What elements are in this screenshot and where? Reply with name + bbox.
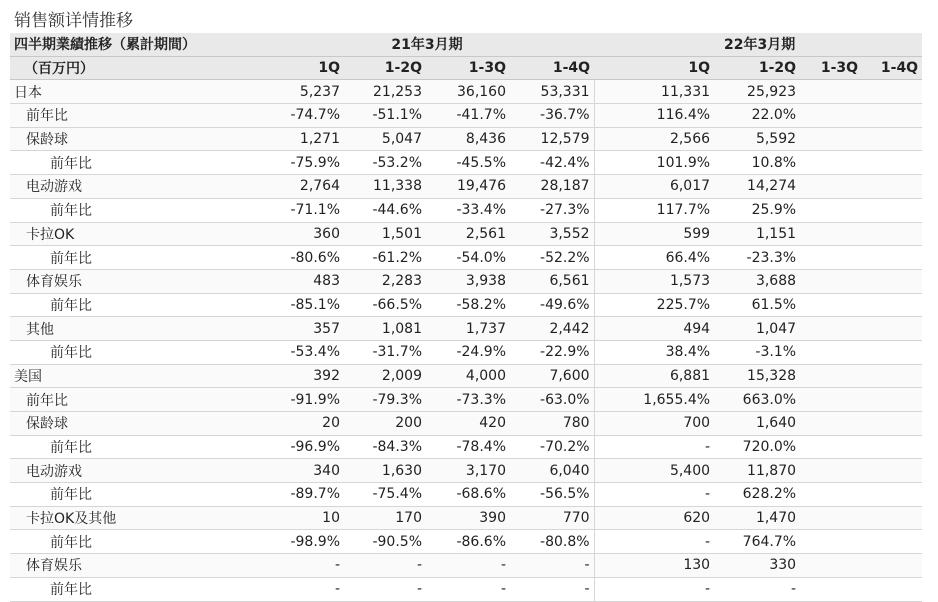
table-cell: 6,561: [510, 269, 594, 293]
table-cell: 599: [594, 222, 714, 246]
table-row: [10, 459, 922, 483]
table-cell: 1,655.4%: [594, 388, 714, 412]
table-cell: -: [426, 554, 510, 578]
table-cell: 357: [260, 317, 344, 341]
table-cell: [862, 175, 922, 199]
table-cell: 225.7%: [594, 293, 714, 317]
table-cell: 6,017: [594, 175, 714, 199]
table-cell: 6,881: [594, 364, 714, 388]
table-cell: [862, 80, 922, 104]
table-row: [10, 127, 922, 151]
table-cell: 19,476: [426, 175, 510, 199]
row-label: 前年比: [10, 435, 260, 459]
table-cell: -: [344, 554, 426, 578]
table-cell: [800, 246, 862, 270]
table-cell: 2,561: [426, 222, 510, 246]
table-cell: -63.0%: [510, 388, 594, 412]
table-cell: [862, 435, 922, 459]
row-label: 前年比: [10, 577, 260, 601]
row-label: 电动游戏: [10, 459, 260, 483]
table-cell: 130: [594, 554, 714, 578]
table-cell: 10.8%: [714, 151, 800, 175]
table-cell: 4,000: [426, 364, 510, 388]
table-cell: 61.5%: [714, 293, 800, 317]
table-cell: [862, 483, 922, 507]
table-cell: [800, 198, 862, 222]
table-cell: -56.5%: [510, 483, 594, 507]
row-label: 美国: [10, 364, 260, 388]
table-cell: -54.0%: [426, 246, 510, 270]
header-unit-label: （百万円）: [10, 56, 260, 80]
table-cell: -: [260, 554, 344, 578]
table-cell: [862, 459, 922, 483]
row-label: 其他: [10, 317, 260, 341]
row-label: 日本: [10, 80, 260, 104]
table-cell: 200: [344, 412, 426, 436]
row-label: 卡拉OK及其他: [10, 506, 260, 530]
table-cell: -73.3%: [426, 388, 510, 412]
table-cell: 25.9%: [714, 198, 800, 222]
header-period-label: 四半期業績推移（累計期間）: [10, 33, 260, 56]
table-cell: 628.2%: [714, 483, 800, 507]
table-cell: 7,600: [510, 364, 594, 388]
table-cell: -58.2%: [426, 293, 510, 317]
row-label: 前年比: [10, 483, 260, 507]
table-row: [10, 435, 922, 459]
page-title: 销售额详情推移: [14, 11, 133, 31]
table-cell: 764.7%: [714, 530, 800, 554]
table-cell: 12,579: [510, 127, 594, 151]
table-cell: -53.4%: [260, 340, 344, 364]
table-cell: -36.7%: [510, 104, 594, 128]
table-cell: 5,400: [594, 459, 714, 483]
table-cell: -90.5%: [344, 530, 426, 554]
table-cell: [862, 340, 922, 364]
table-cell: [800, 412, 862, 436]
table-cell: 720.0%: [714, 435, 800, 459]
table-row: [10, 530, 922, 554]
table-cell: 770: [510, 506, 594, 530]
table-cell: -: [594, 483, 714, 507]
table-cell: -: [510, 577, 594, 601]
row-label: 前年比: [10, 151, 260, 175]
table-cell: -: [260, 577, 344, 601]
table-cell: -68.6%: [426, 483, 510, 507]
table-cell: [862, 293, 922, 317]
table-cell: [800, 317, 862, 341]
row-label: 前年比: [10, 530, 260, 554]
table-cell: 170: [344, 506, 426, 530]
table-cell: 1,271: [260, 127, 344, 151]
row-label: 前年比: [10, 246, 260, 270]
table-cell: 22.0%: [714, 104, 800, 128]
row-label: 前年比: [10, 104, 260, 128]
table-cell: [862, 530, 922, 554]
table-row: [10, 577, 922, 601]
row-label: 前年比: [10, 388, 260, 412]
table-cell: 1,501: [344, 222, 426, 246]
table-cell: [800, 293, 862, 317]
table-cell: -44.6%: [344, 198, 426, 222]
table-cell: 700: [594, 412, 714, 436]
table-cell: [800, 269, 862, 293]
table-cell: 2,442: [510, 317, 594, 341]
table-cell: [800, 80, 862, 104]
table-cell: 36,160: [426, 80, 510, 104]
table-cell: [800, 175, 862, 199]
table-cell: -: [594, 530, 714, 554]
table-cell: [800, 104, 862, 128]
table-cell: 8,436: [426, 127, 510, 151]
table-row: [10, 340, 922, 364]
table-cell: 390: [426, 506, 510, 530]
column-header: 1Q: [594, 56, 714, 80]
table-cell: 5,592: [714, 127, 800, 151]
column-header: 1-2Q: [344, 56, 426, 80]
table-row: [10, 198, 922, 222]
table-cell: -80.8%: [510, 530, 594, 554]
table-cell: -: [510, 554, 594, 578]
table-cell: [800, 222, 862, 246]
table-cell: -: [594, 577, 714, 601]
table-row: [10, 293, 922, 317]
column-header: 1-2Q: [714, 56, 800, 80]
table-cell: -74.7%: [260, 104, 344, 128]
table-cell: [862, 577, 922, 601]
table-cell: -86.6%: [426, 530, 510, 554]
table-cell: 11,338: [344, 175, 426, 199]
table-cell: -66.5%: [344, 293, 426, 317]
table-cell: -70.2%: [510, 435, 594, 459]
table-cell: 116.4%: [594, 104, 714, 128]
table-cell: 15,328: [714, 364, 800, 388]
table-cell: -53.2%: [344, 151, 426, 175]
table-cell: 2,566: [594, 127, 714, 151]
table-cell: [800, 151, 862, 175]
table-cell: 53,331: [510, 80, 594, 104]
table-cell: 1,573: [594, 269, 714, 293]
table-row: [10, 506, 922, 530]
table-cell: [800, 483, 862, 507]
table-cell: 392: [260, 364, 344, 388]
header-year-21: 21年3月期: [260, 33, 594, 56]
table-cell: -80.6%: [260, 246, 344, 270]
table-cell: 11,331: [594, 80, 714, 104]
table-cell: -24.9%: [426, 340, 510, 364]
row-label: 体育娱乐: [10, 269, 260, 293]
table-cell: -42.4%: [510, 151, 594, 175]
column-header: 1-4Q: [862, 56, 922, 80]
table-cell: -71.1%: [260, 198, 344, 222]
table-cell: 3,170: [426, 459, 510, 483]
table-cell: 25,923: [714, 80, 800, 104]
table-cell: [862, 388, 922, 412]
table-cell: -79.3%: [344, 388, 426, 412]
table-cell: [800, 340, 862, 364]
table-cell: [800, 388, 862, 412]
table-cell: -91.9%: [260, 388, 344, 412]
row-label: 前年比: [10, 340, 260, 364]
table-cell: -49.6%: [510, 293, 594, 317]
table-cell: [862, 198, 922, 222]
table-cell: -52.2%: [510, 246, 594, 270]
table-cell: 28,187: [510, 175, 594, 199]
table-cell: [862, 127, 922, 151]
table-cell: [862, 222, 922, 246]
table-row: [10, 222, 922, 246]
table-cell: 2,283: [344, 269, 426, 293]
table-cell: -45.5%: [426, 151, 510, 175]
table-cell: 494: [594, 317, 714, 341]
header-row-columns: [10, 56, 922, 80]
table-cell: [800, 127, 862, 151]
table-cell: [862, 104, 922, 128]
header-row-period: [10, 33, 922, 56]
table-cell: 3,938: [426, 269, 510, 293]
row-label: 电动游戏: [10, 175, 260, 199]
table-cell: 14,274: [714, 175, 800, 199]
table-cell: -84.3%: [344, 435, 426, 459]
table-cell: -: [714, 577, 800, 601]
table-cell: -31.7%: [344, 340, 426, 364]
table-cell: 780: [510, 412, 594, 436]
table-cell: 11,870: [714, 459, 800, 483]
row-label: 体育娱乐: [10, 554, 260, 578]
table-cell: [862, 554, 922, 578]
table-row: [10, 388, 922, 412]
header-year-22: 22年3月期: [594, 33, 922, 56]
table-cell: [862, 412, 922, 436]
table-cell: 101.9%: [594, 151, 714, 175]
table-cell: -3.1%: [714, 340, 800, 364]
table-cell: -: [426, 577, 510, 601]
table-row: [10, 246, 922, 270]
column-header: 1Q: [260, 56, 344, 80]
table-cell: -78.4%: [426, 435, 510, 459]
table-row: [10, 80, 922, 104]
table-cell: [862, 151, 922, 175]
table-cell: -23.3%: [714, 246, 800, 270]
sales-table: [10, 33, 922, 602]
table-cell: [800, 530, 862, 554]
table-cell: 5,047: [344, 127, 426, 151]
row-label: 前年比: [10, 293, 260, 317]
table-cell: [862, 246, 922, 270]
table-cell: -33.4%: [426, 198, 510, 222]
column-header: 1-3Q: [426, 56, 510, 80]
table-cell: 483: [260, 269, 344, 293]
row-label: 前年比: [10, 198, 260, 222]
column-header: 1-4Q: [510, 56, 594, 80]
table-cell: 420: [426, 412, 510, 436]
table-cell: 1,470: [714, 506, 800, 530]
column-header: 1-3Q: [800, 56, 862, 80]
table-row: [10, 412, 922, 436]
table-cell: 2,009: [344, 364, 426, 388]
table-cell: 38.4%: [594, 340, 714, 364]
table-cell: 620: [594, 506, 714, 530]
row-label: 卡拉OK: [10, 222, 260, 246]
table-cell: -22.9%: [510, 340, 594, 364]
table-row: [10, 317, 922, 341]
table-cell: [800, 459, 862, 483]
table-cell: 2,764: [260, 175, 344, 199]
table-cell: 66.4%: [594, 246, 714, 270]
row-label: 保龄球: [10, 127, 260, 151]
table-cell: -75.9%: [260, 151, 344, 175]
table-cell: -51.1%: [344, 104, 426, 128]
table-cell: -98.9%: [260, 530, 344, 554]
table-cell: 1,630: [344, 459, 426, 483]
table-cell: 3,552: [510, 222, 594, 246]
table-row: [10, 269, 922, 293]
table-cell: 10: [260, 506, 344, 530]
table-cell: [800, 554, 862, 578]
table-cell: [800, 364, 862, 388]
table-row: [10, 104, 922, 128]
table-cell: -89.7%: [260, 483, 344, 507]
table-cell: 1,640: [714, 412, 800, 436]
table-row: [10, 554, 922, 578]
table-cell: -27.3%: [510, 198, 594, 222]
row-label: 保龄球: [10, 412, 260, 436]
table-cell: [862, 364, 922, 388]
table-cell: 1,081: [344, 317, 426, 341]
table-cell: 663.0%: [714, 388, 800, 412]
table-cell: 5,237: [260, 80, 344, 104]
table-cell: [800, 506, 862, 530]
table-cell: -96.9%: [260, 435, 344, 459]
table-cell: 1,047: [714, 317, 800, 341]
table-cell: -41.7%: [426, 104, 510, 128]
table-cell: 340: [260, 459, 344, 483]
table-row: [10, 151, 922, 175]
table-cell: [800, 577, 862, 601]
table-cell: 1,737: [426, 317, 510, 341]
table-cell: [862, 269, 922, 293]
table-cell: 3,688: [714, 269, 800, 293]
table-cell: 330: [714, 554, 800, 578]
table-cell: [862, 317, 922, 341]
table-cell: 6,040: [510, 459, 594, 483]
table-cell: -: [594, 435, 714, 459]
table-cell: 21,253: [344, 80, 426, 104]
table-cell: 360: [260, 222, 344, 246]
table-cell: [862, 506, 922, 530]
table-cell: 1,151: [714, 222, 800, 246]
table-row: [10, 175, 922, 199]
table-row: [10, 483, 922, 507]
table-cell: [800, 435, 862, 459]
table-cell: 117.7%: [594, 198, 714, 222]
table-cell: -75.4%: [344, 483, 426, 507]
table-cell: 20: [260, 412, 344, 436]
table-row: [10, 364, 922, 388]
table-cell: -85.1%: [260, 293, 344, 317]
table-cell: -: [344, 577, 426, 601]
table-cell: -61.2%: [344, 246, 426, 270]
